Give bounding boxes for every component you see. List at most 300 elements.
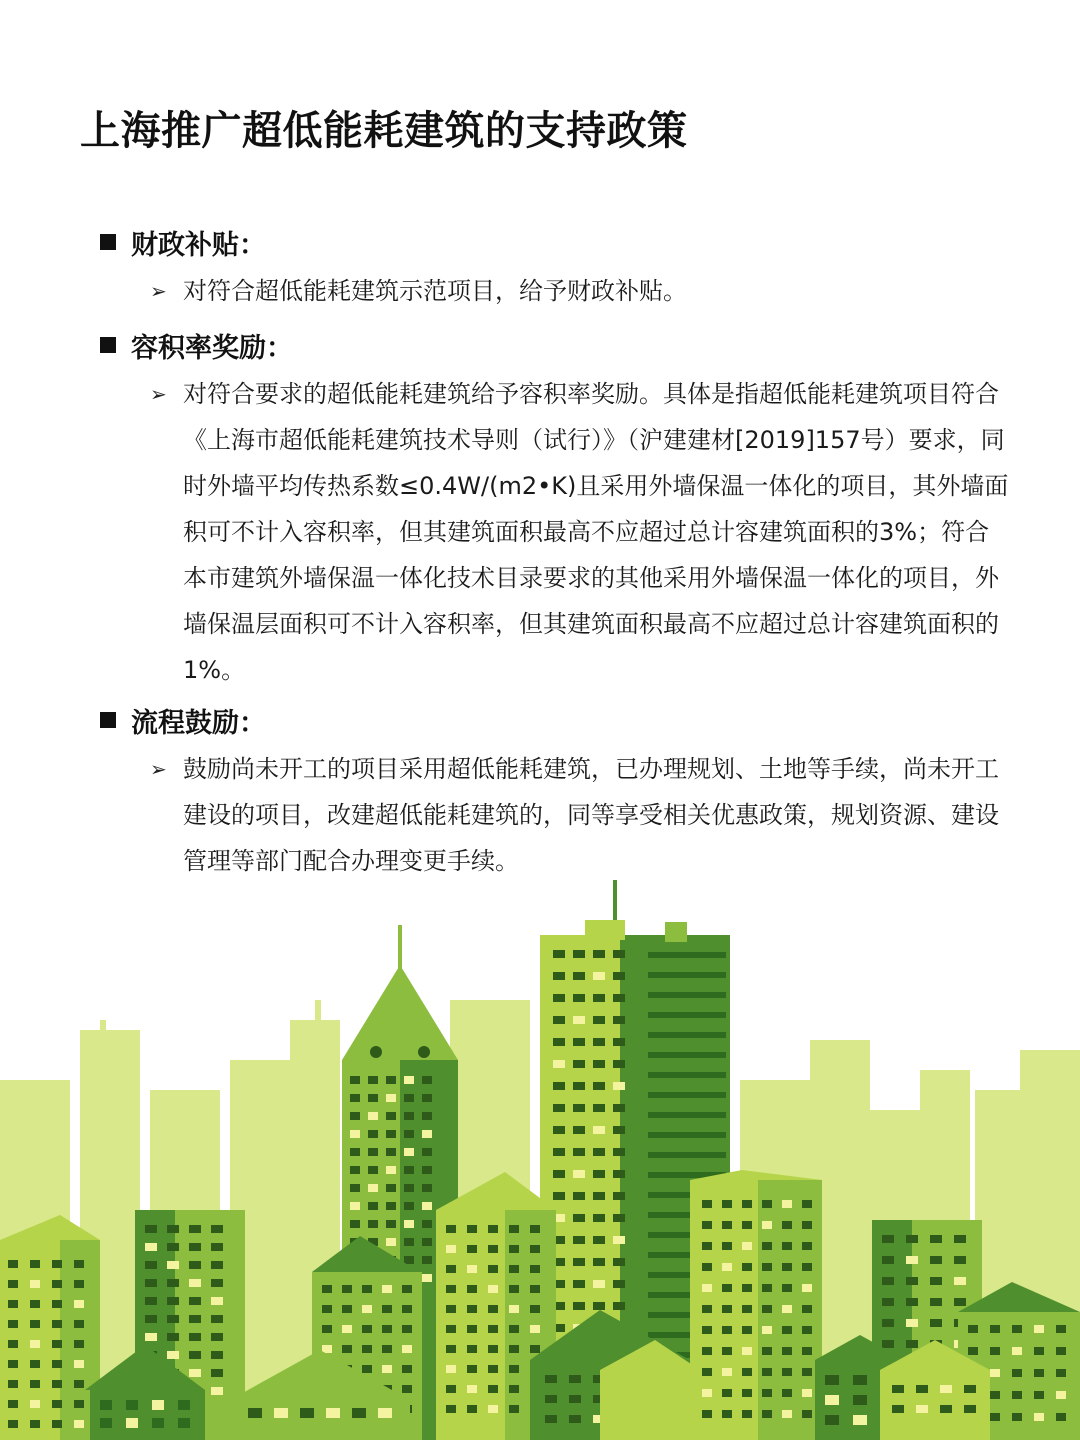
building-window <box>167 1279 179 1287</box>
building-window <box>342 1325 352 1333</box>
square-bullet-icon <box>100 337 116 353</box>
building-window <box>446 1365 456 1373</box>
building-window <box>573 1038 585 1046</box>
building-window <box>553 950 565 958</box>
building-window <box>530 1265 540 1273</box>
building-window <box>593 1258 605 1266</box>
building-window <box>613 1302 625 1310</box>
building-window <box>8 1360 18 1368</box>
building-window <box>916 1385 928 1393</box>
building-window <box>404 1238 414 1246</box>
building-window <box>954 1298 966 1306</box>
building-window <box>488 1345 498 1353</box>
building-window <box>52 1380 62 1388</box>
building-window <box>152 1400 164 1410</box>
building-window <box>211 1279 223 1287</box>
building-window <box>530 1325 540 1333</box>
building-window <box>802 1389 812 1397</box>
building-window <box>467 1365 477 1373</box>
building-window <box>362 1365 372 1373</box>
building-window <box>167 1297 179 1305</box>
building-window <box>530 1245 540 1253</box>
building-window <box>742 1347 752 1355</box>
building-window <box>940 1385 952 1393</box>
building-window <box>189 1333 201 1341</box>
building-window <box>1012 1391 1022 1399</box>
building-window <box>189 1225 201 1233</box>
building-window <box>802 1263 812 1271</box>
building-window <box>593 1214 605 1222</box>
list-item <box>150 268 1030 314</box>
building-window <box>990 1325 1000 1333</box>
building-window <box>613 1104 625 1112</box>
building-window <box>211 1261 223 1269</box>
building-window <box>762 1347 772 1355</box>
building-window <box>530 1305 540 1313</box>
building-window <box>30 1320 40 1328</box>
building-window <box>802 1326 812 1334</box>
building-window <box>762 1284 772 1292</box>
building-window <box>300 1408 314 1418</box>
building-window <box>742 1305 752 1313</box>
list-item <box>150 371 1030 693</box>
arrow-bullet-icon: ➢ <box>150 757 167 781</box>
building-window <box>404 1166 414 1174</box>
building-window <box>446 1405 456 1413</box>
building-window <box>386 1166 396 1174</box>
building-window <box>530 1225 540 1233</box>
building-window <box>573 1016 585 1024</box>
building-window <box>467 1225 477 1233</box>
building-window <box>593 1148 605 1156</box>
building-window <box>386 1130 396 1138</box>
building-window <box>702 1389 712 1397</box>
building-window <box>613 1148 625 1156</box>
building-window <box>553 1104 565 1112</box>
building-window <box>906 1298 918 1306</box>
building-window <box>248 1408 262 1418</box>
building-window <box>593 1038 605 1046</box>
building-window <box>593 1192 605 1200</box>
building-window <box>368 1148 378 1156</box>
building-window <box>211 1315 223 1323</box>
building-window <box>742 1263 752 1271</box>
building-window <box>30 1360 40 1368</box>
square-bullet-icon <box>100 234 116 250</box>
building-window <box>509 1365 519 1373</box>
building-window <box>892 1405 904 1413</box>
building-window <box>74 1380 84 1388</box>
building-window <box>488 1265 498 1273</box>
building-window <box>990 1413 1000 1421</box>
building-window <box>613 1214 625 1222</box>
building-window <box>467 1245 477 1253</box>
section-heading-row <box>100 222 1030 262</box>
tower-stripe <box>648 1032 726 1038</box>
building-window <box>613 1038 625 1046</box>
list-item <box>150 746 1030 884</box>
building-window <box>167 1351 179 1359</box>
building-window <box>350 1094 360 1102</box>
building-window <box>189 1243 201 1251</box>
building-window <box>488 1385 498 1393</box>
building-window <box>906 1256 918 1264</box>
building-window <box>368 1166 378 1174</box>
building-window <box>1034 1391 1044 1399</box>
building-window <box>386 1202 396 1210</box>
building-window <box>573 1280 585 1288</box>
tower-stripe <box>648 992 726 998</box>
building-window <box>509 1285 519 1293</box>
building-window <box>593 972 605 980</box>
building-window <box>742 1200 752 1208</box>
building-window <box>211 1351 223 1359</box>
bullet-text: 对符合超低能耗建筑示范项目，给予财政补贴。 <box>183 277 687 305</box>
building-window <box>74 1320 84 1328</box>
building-window <box>613 1258 625 1266</box>
building-window <box>573 1104 585 1112</box>
building-window <box>825 1395 839 1405</box>
building-window <box>1012 1347 1022 1355</box>
building-window <box>906 1277 918 1285</box>
building-window <box>404 1094 414 1102</box>
building-window <box>342 1345 352 1353</box>
building-window <box>593 1302 605 1310</box>
section-heading-row <box>100 700 1030 740</box>
building-window <box>762 1263 772 1271</box>
building-window <box>593 994 605 1002</box>
building-window <box>382 1345 392 1353</box>
tower-stripe <box>648 1132 726 1138</box>
building-window <box>853 1415 867 1425</box>
building-window <box>404 1256 414 1264</box>
building-window <box>722 1410 732 1418</box>
building-window <box>74 1400 84 1408</box>
building-window <box>422 1256 432 1264</box>
building-window <box>404 1184 414 1192</box>
building-window <box>126 1418 138 1428</box>
building-window <box>782 1305 792 1313</box>
section-far-reward <box>100 325 1030 693</box>
building-window <box>964 1385 976 1393</box>
building-window <box>802 1242 812 1250</box>
building-window <box>378 1408 392 1418</box>
building-window <box>167 1243 179 1251</box>
building-window <box>368 1094 378 1102</box>
building-window <box>322 1305 332 1313</box>
building-window <box>74 1260 84 1268</box>
building-window <box>553 1016 565 1024</box>
building-window <box>762 1389 772 1397</box>
building-window <box>593 1104 605 1112</box>
building-window <box>593 1236 605 1244</box>
tower-stripe <box>648 952 726 958</box>
building-window <box>553 1126 565 1134</box>
building-window <box>8 1340 18 1348</box>
tower-stripe <box>648 1152 726 1158</box>
building-window <box>386 1094 396 1102</box>
building-window <box>569 1395 581 1403</box>
tower-roof-block <box>585 920 625 940</box>
section-heading: 财政补贴： <box>131 229 266 261</box>
building-window <box>892 1385 904 1393</box>
building-window <box>1012 1369 1022 1377</box>
building-window <box>762 1305 772 1313</box>
building-window <box>467 1285 477 1293</box>
building-window <box>386 1148 396 1156</box>
building-window <box>488 1405 498 1413</box>
building-window <box>74 1420 84 1428</box>
building-window <box>782 1284 792 1292</box>
building-window <box>593 1280 605 1288</box>
section-process-encouragement <box>100 700 1030 884</box>
building-window <box>8 1420 18 1428</box>
building-window <box>368 1184 378 1192</box>
building-window <box>930 1256 942 1264</box>
building-window <box>613 1126 625 1134</box>
tower-stripe <box>648 1012 726 1018</box>
background-antenna <box>100 1020 106 1040</box>
building-window <box>488 1225 498 1233</box>
building-window <box>422 1274 432 1282</box>
building-window <box>613 1170 625 1178</box>
building-window <box>553 1038 565 1046</box>
building-window <box>52 1340 62 1348</box>
building-window <box>446 1305 456 1313</box>
building-window <box>613 1192 625 1200</box>
building-window <box>509 1325 519 1333</box>
building-window <box>906 1235 918 1243</box>
section-heading: 容积率奖励： <box>131 332 293 364</box>
building-window <box>404 1076 414 1084</box>
building-window <box>8 1320 18 1328</box>
building-window <box>573 1258 585 1266</box>
building-window <box>30 1400 40 1408</box>
building-window <box>968 1325 978 1333</box>
building-window <box>382 1325 392 1333</box>
building-window <box>145 1297 157 1305</box>
building-window <box>990 1369 1000 1377</box>
building-window <box>350 1076 360 1084</box>
building-window <box>382 1285 392 1293</box>
building-window <box>802 1305 812 1313</box>
building-window <box>1056 1391 1066 1399</box>
section-fiscal-subsidy <box>100 222 1030 314</box>
building-window <box>189 1369 201 1377</box>
building-window <box>1034 1413 1044 1421</box>
building-window <box>167 1225 179 1233</box>
building-window <box>382 1365 392 1373</box>
building-window <box>553 1170 565 1178</box>
building-window <box>274 1408 288 1418</box>
building-window <box>422 1184 432 1192</box>
building-window <box>762 1410 772 1418</box>
bullet-text: 对符合要求的超低能耗建筑给予容积率奖励。具体是指超低能耗建筑项目符合《上海市超低能耗建筑技术导则（试行）》（沪建建材[2019]157号）要求，同时外墙平均传热系数≤0.4W/(m2•K)且采用外墙保温一体化的项目，其外墙面积可不计入容积率，但其建筑面积最高不应超过总计容建筑面积的3%；符合本市建筑外墙保温一体化技术目录要求的其他采用外墙保温一体化的项目，外墙保温层面积可不计入容积率，但其建筑面积最高不应超过总计容建筑面积的1%。 <box>183 380 1009 684</box>
page-title: 上海推广超低能耗建筑的支持政策 <box>80 108 688 154</box>
building-window <box>573 1192 585 1200</box>
building-window <box>702 1263 712 1271</box>
building-window <box>178 1400 190 1410</box>
building-window <box>1034 1347 1044 1355</box>
foreground-house <box>90 1390 205 1440</box>
building-window <box>782 1326 792 1334</box>
building-window <box>52 1360 62 1368</box>
pointed-tower-roof <box>342 965 458 1060</box>
building-window <box>702 1347 712 1355</box>
building-window <box>954 1277 966 1285</box>
building-window <box>930 1319 942 1327</box>
building-window <box>954 1235 966 1243</box>
building-window <box>825 1415 839 1425</box>
building-window <box>368 1220 378 1228</box>
building-window <box>553 1192 565 1200</box>
building-window <box>573 1214 585 1222</box>
building-window <box>782 1200 792 1208</box>
building-window <box>593 1126 605 1134</box>
building-window <box>530 1285 540 1293</box>
building-window <box>368 1202 378 1210</box>
building-window <box>189 1297 201 1305</box>
building-window <box>211 1369 223 1377</box>
arrow-bullet-icon: ➢ <box>150 382 167 406</box>
building-window <box>990 1391 1000 1399</box>
building-window <box>573 972 585 980</box>
building-window <box>404 1148 414 1156</box>
building-window <box>509 1385 519 1393</box>
building-window <box>1012 1325 1022 1333</box>
building-window <box>382 1305 392 1313</box>
building-window <box>742 1242 752 1250</box>
building-window <box>742 1389 752 1397</box>
building-window <box>467 1405 477 1413</box>
building-window <box>422 1166 432 1174</box>
building-window <box>402 1325 412 1333</box>
section-heading-row <box>100 325 1030 365</box>
building-window <box>30 1300 40 1308</box>
building-window <box>509 1245 519 1253</box>
building-window <box>352 1408 366 1418</box>
building-window <box>782 1347 792 1355</box>
building-window <box>1056 1369 1066 1377</box>
building-window <box>782 1221 792 1229</box>
building-window <box>916 1405 928 1413</box>
building-window <box>853 1395 867 1405</box>
tower-round-window <box>370 1046 382 1058</box>
building-window <box>402 1365 412 1373</box>
building-window <box>8 1400 18 1408</box>
building-window <box>802 1284 812 1292</box>
building-window <box>322 1345 332 1353</box>
building-window <box>762 1326 772 1334</box>
building-window <box>145 1225 157 1233</box>
building-window <box>530 1345 540 1353</box>
building-window <box>350 1184 360 1192</box>
building-window <box>467 1325 477 1333</box>
arrow-bullet-icon: ➢ <box>150 279 167 303</box>
building-window <box>152 1418 164 1428</box>
building-window <box>722 1200 732 1208</box>
building-window <box>722 1263 732 1271</box>
building-window <box>930 1235 942 1243</box>
building-window <box>145 1243 157 1251</box>
building-window <box>742 1326 752 1334</box>
building-window <box>211 1387 223 1395</box>
building-window <box>702 1200 712 1208</box>
building-window <box>553 994 565 1002</box>
building-window <box>553 1082 565 1090</box>
building-window <box>422 1130 432 1138</box>
building-window <box>52 1420 62 1428</box>
building-window <box>422 1112 432 1120</box>
building-window <box>762 1242 772 1250</box>
building-window <box>573 1126 585 1134</box>
building-window <box>342 1285 352 1293</box>
tower-roof-block <box>665 922 687 942</box>
building-window <box>573 950 585 958</box>
building-window <box>402 1305 412 1313</box>
building-window <box>545 1395 557 1403</box>
square-bullet-icon <box>100 712 116 728</box>
building-window <box>467 1305 477 1313</box>
building-window <box>722 1284 732 1292</box>
building-window <box>386 1220 396 1228</box>
building-window <box>722 1389 732 1397</box>
building-window <box>422 1202 432 1210</box>
tower-stripe <box>648 1052 726 1058</box>
building-window <box>8 1300 18 1308</box>
tower-stripe <box>648 1072 726 1078</box>
building-window <box>802 1347 812 1355</box>
building-window <box>402 1285 412 1293</box>
building-window <box>167 1315 179 1323</box>
building-window <box>189 1261 201 1269</box>
building-window <box>211 1243 223 1251</box>
building-window <box>422 1076 432 1084</box>
building-window <box>145 1261 157 1269</box>
building-window <box>167 1261 179 1269</box>
building-window <box>593 1170 605 1178</box>
building-window <box>446 1345 456 1353</box>
building-window <box>702 1410 712 1418</box>
building-window <box>569 1415 581 1423</box>
building-window <box>613 1016 625 1024</box>
building-window <box>322 1285 332 1293</box>
building-window <box>100 1400 112 1410</box>
building-window <box>762 1368 772 1376</box>
building-window <box>782 1368 792 1376</box>
section-heading: 流程鼓励： <box>131 707 266 739</box>
building-window <box>446 1285 456 1293</box>
building-window <box>422 1148 432 1156</box>
building-window <box>553 972 565 980</box>
building-window <box>613 1082 625 1090</box>
building-window <box>404 1130 414 1138</box>
building-window <box>802 1221 812 1229</box>
foreground-house <box>600 1370 700 1440</box>
building-window <box>350 1220 360 1228</box>
building-window <box>613 994 625 1002</box>
building-window <box>573 1148 585 1156</box>
building-window <box>189 1315 201 1323</box>
building-window <box>573 1302 585 1310</box>
building-window <box>722 1326 732 1334</box>
building-window <box>145 1333 157 1341</box>
building-window <box>593 950 605 958</box>
building-window <box>1034 1369 1044 1377</box>
building-window <box>145 1315 157 1323</box>
building-window <box>1034 1325 1044 1333</box>
building-window <box>362 1325 372 1333</box>
